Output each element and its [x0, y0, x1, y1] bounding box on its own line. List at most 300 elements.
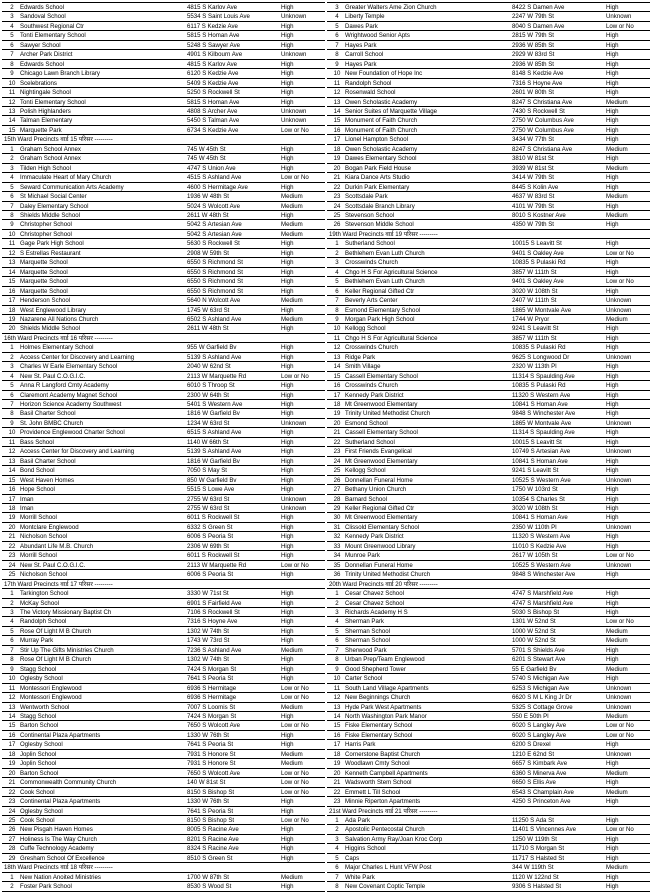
precinct-number: 8: [10, 211, 14, 219]
precinct-number: 12: [8, 694, 16, 702]
location-name: New Pisgah Haven Homes: [20, 826, 93, 834]
table-row: [327, 655, 650, 664]
table-row: [2, 523, 325, 532]
priority: Unknown: [606, 523, 632, 531]
location-name: Basil Charter School: [20, 410, 76, 418]
precinct-number: 10: [8, 675, 16, 683]
precinct-number: 4: [335, 845, 339, 853]
location-name: Shields Middle School: [20, 211, 80, 219]
precinct-number: 3: [335, 835, 339, 843]
precinct-number: 17: [8, 297, 16, 305]
table-row: [2, 239, 325, 248]
precinct-number: 18: [333, 401, 341, 409]
priority: High: [606, 467, 619, 475]
location-name: Liberty Temple: [345, 13, 385, 21]
precinct-number: 19: [8, 760, 16, 768]
precinct-number: 8: [10, 656, 14, 664]
table-row: [2, 268, 325, 277]
location-name: Owen Scholastic Academy: [345, 145, 418, 153]
table-row: [2, 513, 325, 522]
priority: High: [281, 835, 294, 843]
table-row: [2, 79, 325, 88]
address: 5139 S Ashland Ave: [187, 353, 242, 361]
priority: High: [606, 202, 619, 210]
precinct-number: 31: [333, 523, 341, 531]
location-name: Mt Greenwood Elementary: [345, 401, 418, 409]
precinct-number: 3: [10, 13, 14, 21]
precinct-number: 7: [335, 646, 339, 654]
priority: High: [281, 89, 294, 97]
address: 6550 S Richmond St: [187, 268, 243, 276]
location-name: Emmett L Till School: [345, 788, 401, 796]
table-row: [2, 324, 325, 333]
location-name: Stevenson Middle School: [345, 221, 414, 229]
precinct-number: 11: [8, 438, 16, 446]
priority: Low or No: [606, 249, 634, 257]
precinct-number: 26: [8, 826, 16, 834]
precinct-number: 7: [10, 646, 14, 654]
location-name: New St. Paul C.O.G.I.C.: [20, 561, 86, 569]
priority: Unknown: [606, 306, 632, 314]
table-row: [2, 126, 325, 135]
location-name: Dawes Park: [345, 22, 378, 30]
table-row: [2, 164, 325, 173]
precinct-number: 4: [335, 13, 339, 21]
priority: High: [281, 845, 294, 853]
address: 8510 S Green St: [187, 854, 233, 862]
priority: High: [281, 731, 294, 739]
precinct-number: 5: [10, 627, 14, 635]
precinct-number: 8: [335, 51, 339, 59]
precinct-number: 10: [333, 70, 341, 78]
priority: High: [281, 675, 294, 683]
location-name: Cesar Chavez School: [345, 590, 404, 598]
location-name: Barton School: [20, 769, 59, 777]
table-row: [327, 608, 650, 617]
precinct-number: 20: [8, 769, 16, 777]
location-name: Edwards School: [20, 60, 65, 68]
location-name: Kellogg School: [345, 325, 386, 333]
address: 3434 W 77th St: [512, 136, 555, 144]
address: 7316 S Hoyne Ave: [187, 618, 238, 626]
priority: High: [606, 4, 619, 11]
table-row: [327, 116, 650, 125]
table-row: [2, 116, 325, 125]
table-row: [327, 41, 650, 50]
location-name: Chgo H S For Agricultural Science: [345, 334, 438, 342]
table-row: [327, 343, 650, 352]
table-row: [327, 126, 650, 135]
priority: Unknown: [281, 51, 307, 59]
address: 8010 S Kostner Ave: [512, 211, 566, 219]
table-row: [2, 570, 325, 579]
table-row: [2, 769, 325, 778]
address: 6006 S Peoria St: [187, 571, 234, 579]
location-name: Owen Scholastic Academy: [345, 98, 418, 106]
priority: High: [281, 401, 294, 409]
table-row: [2, 258, 325, 267]
table-row: [327, 249, 650, 258]
precinct-number: 10: [8, 429, 16, 437]
precinct-number: 8: [335, 656, 339, 664]
address: 7931 S Honore St: [187, 760, 236, 768]
priority: High: [606, 334, 619, 342]
precinct-number: 26: [333, 221, 341, 229]
table-row: [327, 315, 650, 324]
location-name: Access Center for Discovery and Learning: [20, 448, 135, 456]
address: 6936 S Hermitage: [187, 694, 237, 702]
location-name: Sherman Park: [345, 618, 384, 626]
priority: Medium: [281, 873, 303, 881]
precinct-number: 8: [10, 60, 14, 68]
location-name: Marquette School: [20, 278, 68, 286]
address: 2320 W 113th Pl: [512, 363, 557, 371]
location-name: Kennedy Park District: [345, 533, 404, 541]
table-row: [2, 353, 325, 362]
precinct-number: 25: [8, 571, 16, 579]
priority: High: [606, 221, 619, 229]
location-name: Monument of Faith Church: [345, 126, 418, 134]
location-name: Bogan Park Field House: [345, 164, 412, 172]
location-name: Rose Of Light M B Church: [20, 627, 92, 635]
precinct-number: 15: [333, 117, 341, 125]
table-row: [327, 334, 650, 343]
precinct-number: 13: [8, 457, 16, 465]
location-name: Sandoval School: [20, 13, 66, 21]
priority: Medium: [281, 760, 303, 768]
precinct-number: 19: [333, 760, 341, 768]
priority: High: [281, 70, 294, 78]
location-name: Sutherland School: [345, 240, 395, 248]
address: 8247 S Christiana Ave: [512, 98, 573, 106]
location-name: Commonwealth Community Church: [20, 779, 117, 787]
precinct-number: 25: [8, 816, 16, 824]
location-name: Durkin Park Elementary: [345, 183, 410, 191]
priority: Medium: [606, 98, 628, 106]
table-row: [2, 721, 325, 730]
precinct-number: 19: [333, 410, 341, 418]
address: 6901 S Fairfield Ave: [187, 599, 242, 607]
address: 7007 S Loomis St: [187, 703, 236, 711]
table-row: [2, 98, 325, 107]
priority: High: [281, 826, 294, 834]
address: 5024 S Wolcott Ave: [187, 202, 240, 210]
location-name: Southwest Regional Ctr: [20, 22, 85, 30]
precinct-number: 12: [8, 249, 16, 257]
table-row: [327, 12, 650, 21]
precinct-number: 9: [335, 665, 339, 673]
ward-header: [327, 580, 650, 589]
table-row: [327, 306, 650, 315]
priority: High: [606, 486, 619, 494]
priority: High: [606, 410, 619, 418]
location-name: Chgo H S For Agricultural Science: [345, 268, 438, 276]
location-name: Higgins School: [345, 845, 386, 853]
priority: Unknown: [606, 750, 632, 758]
priority: Low or No: [281, 779, 309, 787]
table-row: [327, 693, 650, 702]
table-row: [327, 457, 650, 466]
precinct-number: 3: [335, 4, 339, 11]
priority: Medium: [606, 864, 628, 872]
precinct-number: 6: [335, 637, 339, 645]
address: 2750 W Columbus Ave: [512, 126, 574, 134]
precinct-number: 17: [8, 741, 16, 749]
table-row: [327, 835, 650, 844]
address: 9241 S Leavitt St: [512, 467, 559, 475]
address: 1865 W Montvale Ave: [512, 419, 572, 427]
address: 55 E Garfield Bv: [512, 665, 557, 673]
address: 5401 S Western Ave: [187, 401, 243, 409]
address: 1000 W 52nd St: [512, 637, 556, 645]
location-name: New Covenant Coptic Temple: [345, 883, 426, 891]
location-name: Tonti Elementary School: [20, 98, 86, 106]
priority: Low or No: [281, 126, 309, 134]
precinct-number: 16: [8, 486, 16, 494]
table-row: [327, 391, 650, 400]
location-name: Marquette Park: [20, 126, 62, 134]
precinct-number: 24: [8, 807, 16, 815]
priority: Low or No: [281, 561, 309, 569]
address: 5325 S Cottage Grove: [512, 703, 573, 711]
precinct-number: 6: [335, 287, 339, 295]
priority: High: [281, 637, 294, 645]
address: 8005 S Racine Ave: [187, 826, 239, 834]
precinct-number: 16: [333, 382, 341, 390]
table-row: [2, 844, 325, 853]
precinct-number: 29: [333, 505, 341, 513]
table-row: [327, 589, 650, 598]
priority: High: [281, 249, 294, 257]
table-row: [2, 825, 325, 834]
location-name: Cassell Elementary School: [345, 429, 418, 437]
address: 2350 W 110th Pl: [512, 523, 557, 531]
priority: High: [281, 665, 294, 673]
location-name: Cook School: [20, 816, 55, 824]
priority: Medium: [281, 750, 303, 758]
address: 4637 W 83rd St: [512, 193, 555, 201]
address: 5030 S Bishop St: [512, 609, 560, 616]
location-name: Monument of Faith Church: [345, 117, 418, 125]
location-name: Access Center for Discovery and Learning: [20, 353, 135, 361]
table-row: [2, 372, 325, 381]
table-row: [327, 542, 650, 551]
priority: High: [606, 155, 619, 163]
location-name: Donnellan Funeral Home: [345, 561, 413, 569]
priority: High: [606, 32, 619, 40]
table-row: [327, 523, 650, 532]
priority: High: [606, 429, 619, 437]
precinct-number: 24: [333, 202, 341, 210]
address: 1936 W 48th St: [187, 193, 230, 201]
precinct-number: 19: [8, 514, 16, 522]
precinct-number: 20: [8, 523, 16, 531]
priority: High: [281, 656, 294, 664]
priority: Medium: [606, 211, 628, 219]
precinct-number: 7: [335, 873, 339, 881]
priority: High: [281, 457, 294, 465]
address: 11314 S Spaulding Ave: [512, 372, 575, 380]
precinct-number: 3: [10, 164, 14, 172]
address: 745 W 45th St: [187, 145, 226, 153]
location-name: Stevenson School: [345, 211, 395, 219]
address: 5701 S Shields Ave: [512, 646, 565, 654]
table-row: [327, 107, 650, 116]
table-row: [327, 428, 650, 437]
table-row: [327, 372, 650, 381]
precinct-number: 2: [335, 599, 339, 607]
precinct-number: 20: [333, 769, 341, 777]
priority: High: [606, 845, 619, 853]
priority: High: [281, 542, 294, 550]
table-row: [327, 60, 650, 69]
location-name: Foster Park School: [20, 883, 72, 891]
precinct-number: 13: [333, 703, 341, 711]
address: 3810 W 81st St: [512, 155, 554, 163]
address: 3939 W 81st St: [512, 164, 554, 172]
precinct-number: 17: [333, 136, 341, 144]
table-row: [2, 485, 325, 494]
location-name: Murray Park: [20, 637, 54, 645]
precinct-number: 6: [10, 41, 14, 49]
location-name: Fiske Elementary School: [345, 731, 413, 739]
priority: High: [281, 571, 294, 579]
precinct-number: 9: [10, 419, 14, 427]
priority: Medium: [606, 788, 628, 796]
priority: High: [281, 22, 294, 30]
location-name: Joplin School: [20, 760, 57, 768]
priority: High: [281, 363, 294, 371]
priority: High: [281, 883, 294, 891]
address: 6360 S Minerva Ave: [512, 769, 567, 777]
priority: High: [606, 656, 619, 664]
location-name: Smith Village: [345, 363, 381, 371]
priority: High: [606, 259, 619, 267]
table-row: [2, 646, 325, 655]
location-name: Barnard School: [345, 495, 388, 503]
location-name: Wrightwood Senior Apts: [345, 32, 410, 40]
location-name: Henderson School: [20, 297, 71, 305]
priority: High: [606, 835, 619, 843]
priority: High: [281, 145, 294, 153]
address: 5139 S Ashland Ave: [187, 448, 242, 456]
location-name: Nightingale School: [20, 89, 71, 97]
table-row: [2, 3, 325, 12]
table-row: [2, 759, 325, 768]
location-name: Morrill School: [20, 514, 57, 522]
location-name: Christopher School: [20, 221, 72, 229]
location-name: Stagg School: [20, 712, 57, 720]
address: 2755 W 63rd St: [187, 505, 230, 513]
address: 1234 W 63rd St: [187, 419, 230, 427]
address: 1816 W Garfield Bv: [187, 457, 240, 465]
address: 5248 S Sawyer Ave: [187, 41, 241, 49]
table-row: [2, 12, 325, 21]
precinct-number: 9: [335, 315, 339, 323]
priority: High: [606, 798, 619, 806]
address: 9306 S Halsted St: [512, 883, 562, 891]
precinct-number: 7: [335, 297, 339, 305]
table-row: [327, 381, 650, 390]
table-row: [2, 693, 325, 702]
table-row: [327, 854, 650, 863]
priority: Low or No: [606, 722, 634, 730]
precinct-number: 14: [8, 268, 16, 276]
precinct-number: 16: [333, 126, 341, 134]
location-name: Talman Elementary: [20, 117, 73, 125]
address: 6011 S Rockwell St: [187, 514, 240, 522]
precinct-number: 6: [335, 864, 339, 872]
table-row: [327, 636, 650, 645]
priority: Medium: [281, 646, 303, 654]
priority: High: [606, 89, 619, 97]
location-name: Esmond School: [345, 419, 388, 427]
table-row: [327, 466, 650, 475]
precinct-number: 11: [8, 684, 16, 692]
location-name: Kenneth Campbell Apartments: [345, 769, 428, 777]
right-column: [327, 2, 650, 892]
precinct-number: 3: [10, 609, 14, 616]
location-name: Greater Walters Ame Zion Church: [345, 4, 437, 11]
location-name: Caps: [345, 854, 360, 862]
address: 1744 W Pryor: [512, 315, 550, 323]
address: 8148 S Kedzie Ave: [512, 70, 564, 78]
priority: High: [281, 467, 294, 475]
table-row: [2, 504, 325, 513]
address: 550 E 50th Pl: [512, 712, 549, 720]
address: 9625 S Longwood Dr: [512, 353, 570, 361]
priority: Low or No: [606, 278, 634, 286]
address: 10835 S Pulaski Rd: [512, 259, 566, 267]
location-name: Harris Park: [345, 741, 376, 749]
table-row: [2, 627, 325, 636]
address: 2601 W 80th St: [512, 89, 555, 97]
address: 5640 N Wolcott Ave: [187, 297, 241, 305]
table-row: [2, 703, 325, 712]
priority: Low or No: [281, 769, 309, 777]
priority: Medium: [606, 627, 628, 635]
location-name: Charles W Earle Elementary School: [20, 363, 118, 371]
precinct-number: 23: [8, 798, 16, 806]
location-name: Tonti Elementary School: [20, 32, 86, 40]
location-name: Abundant Life M.B. Church: [20, 542, 94, 550]
location-name: New Beginnings Church: [345, 694, 411, 702]
priority: High: [606, 268, 619, 276]
address: 11010 S Kedzie Ave: [512, 542, 567, 550]
location-name: Seward Communication Arts Academy: [20, 183, 124, 191]
priority: Unknown: [281, 495, 307, 503]
ward-header: [2, 135, 325, 144]
address: 2936 W 85th St: [512, 41, 555, 49]
table-row: [2, 476, 325, 485]
precinct-number: 17: [333, 741, 341, 749]
priority: High: [281, 609, 294, 616]
table-row: [327, 721, 650, 730]
address: 6550 S Richmond St: [187, 278, 243, 286]
priority: High: [281, 325, 294, 333]
address: 6020 S Langley Ave: [512, 722, 567, 730]
location-name: Crosswinds Church: [345, 382, 398, 390]
location-name: The Victory Missionary Baptist Ch: [20, 609, 112, 616]
address: 2611 W 48th St: [187, 325, 229, 333]
address: 2040 W 62nd St: [187, 363, 231, 371]
precinct-number: 1: [335, 240, 339, 248]
precinct-number: 1: [335, 590, 339, 598]
precinct-number: 12: [8, 98, 16, 106]
precinct-number: 14: [333, 107, 341, 115]
table-row: [2, 381, 325, 390]
priority: High: [281, 552, 294, 560]
